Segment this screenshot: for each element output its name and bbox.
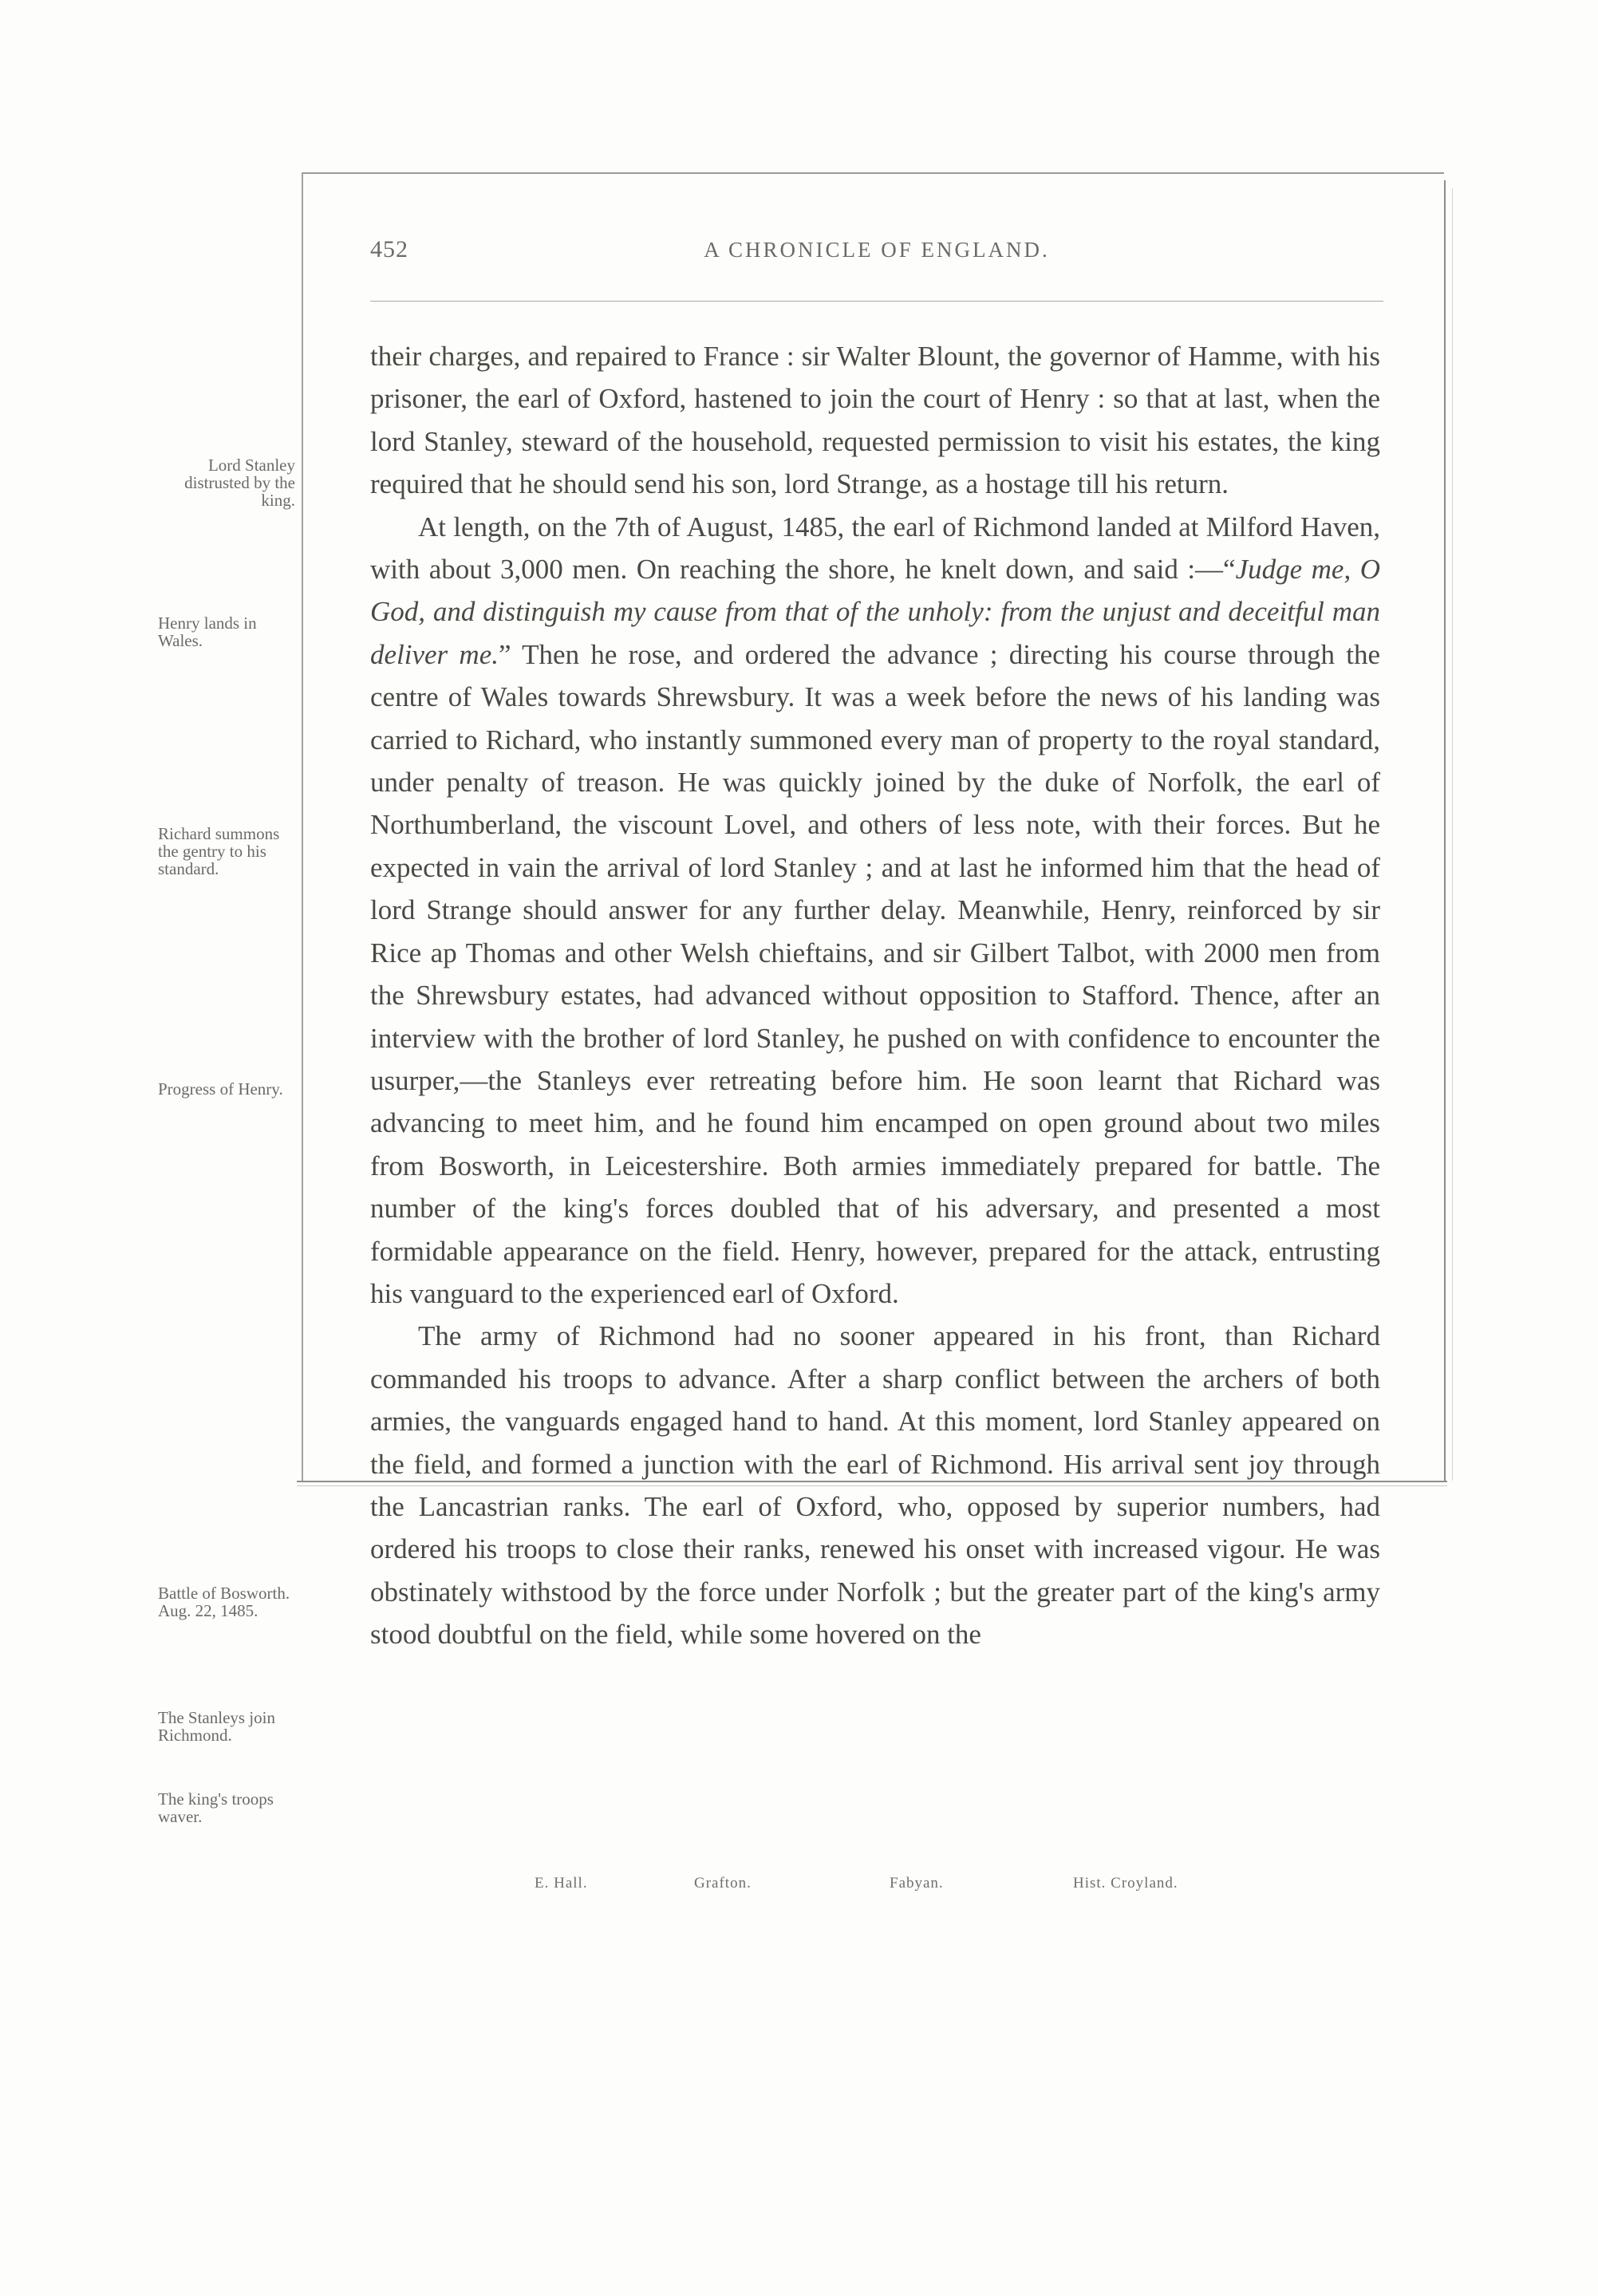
sidenote-richard-summons: Richard summons the gentry to his standard. xyxy=(158,824,280,878)
source-citation: E. Hall. xyxy=(535,1875,588,1892)
sidenote-stanleys-join: The Stanleys join Richmond. xyxy=(158,1708,275,1745)
header-rule xyxy=(370,301,1383,302)
page-number: 452 xyxy=(370,236,408,262)
paragraph: The army of Richmond had no sooner appeared in his front, than Richard commanded his troops to advance. After a sharp conflict between the archers of both armies, the vanguards engaged hand to hand. At this moment, lord Stanley appeared on the field, and formed a junction with the earl of Richmond. His arrival sent joy through the Lancastrian ranks. The earl of Oxford, who, opposed by superior numbers, had ordered his troops to close their ranks, renewed his onset with increased vigour. He was obstinately withstood by the force under Norfolk ; but the greater part of the king's army stood doubtful on the field, while some hovered on the xyxy=(370,1320,1380,1651)
running-title: A CHRONICLE OF ENGLAND. xyxy=(704,238,1050,262)
paragraph-lead: At length, on the 7th of August, 1485, the earl of Richmond landed at Milford Haven, with about 3,000 men. On reaching the shore, he knelt down, and said :—“ xyxy=(370,511,1380,586)
source-citation: Hist. Croyland. xyxy=(1073,1875,1178,1892)
page-frame-left xyxy=(302,172,303,1482)
sidenote-battle-bosworth: Battle of Bosworth. Aug. 22, 1485. xyxy=(158,1584,290,1620)
page-frame-top xyxy=(303,172,1444,174)
sidenote-king-troops-waver: The king's troops waver. xyxy=(158,1789,274,1826)
body-text xyxy=(370,335,1380,1656)
page-frame-right xyxy=(1444,180,1446,1481)
paragraph-rest: ” Then he rose, and ordered the advance ; directing his course through the centre of Wales towards Shrewsbury. It was a week before the news of his landing was carried to Richard, who instantly summoned every man of property to the royal standard, under penalty of treason. He was quickly joined by the duke of Norfolk, the earl of Northumberland, the viscount Lovel, and others of less note, with their forces. But he expected in vain the arrival of lord Stanley ; and at last he informed him that the head of lord Strange should answer for any further delay. Meanwhile, Henry, reinforced by sir Rice ap Thomas and other Welsh chieftains, and sir Gilbert Talbot, with 2000 men from the Shrewsbury estates, had advanced without opposition to Stafford. Thence, after an interview with the brother of lord Stanley, he pushed on with confidence to encounter the usurper,—the Stanleys ever retreating before him. He soon learnt that Richard was advancing to meet him, and he found him encamped on open ground about two miles from Bosworth, in Leicestershire. Both armies immediately prepared for battle. The number of the king's forces doubled that of his adversary, and presented a most formidable appearance on the field. Henry, however, prepared for the attack, entrusting his vanguard to the experienced earl of Oxford. xyxy=(370,638,1380,1309)
source-citation: Fabyan. xyxy=(890,1875,944,1892)
sidenote-henry-lands: Henry lands in Wales. xyxy=(158,613,257,650)
sidenote-progress-henry: Progress of Henry. xyxy=(158,1079,283,1099)
paragraph xyxy=(370,506,1380,1316)
source-citation: Grafton. xyxy=(694,1875,752,1892)
quotation: Judge me, O God, and distinguish my cause from that of the unholy: from the unjust and deceitful man deliver me. xyxy=(370,554,1380,670)
paragraph: their charges, and repaired to France : sir Walter Blount, the governor of Hamme, with his prisoner, the earl of Oxford, hastened to join the court of Henry : so that at last, when the lord Stanley, steward of the household, requested permission to visit his estates, the king required that he should send his son, lord Strange, as a hostage till his return. xyxy=(370,341,1380,500)
page-edge-right xyxy=(1452,188,1453,1481)
page-header xyxy=(370,236,1383,271)
sidenote-stanley-distrusted: Lord Stanley distrusted by the king. xyxy=(184,456,295,510)
